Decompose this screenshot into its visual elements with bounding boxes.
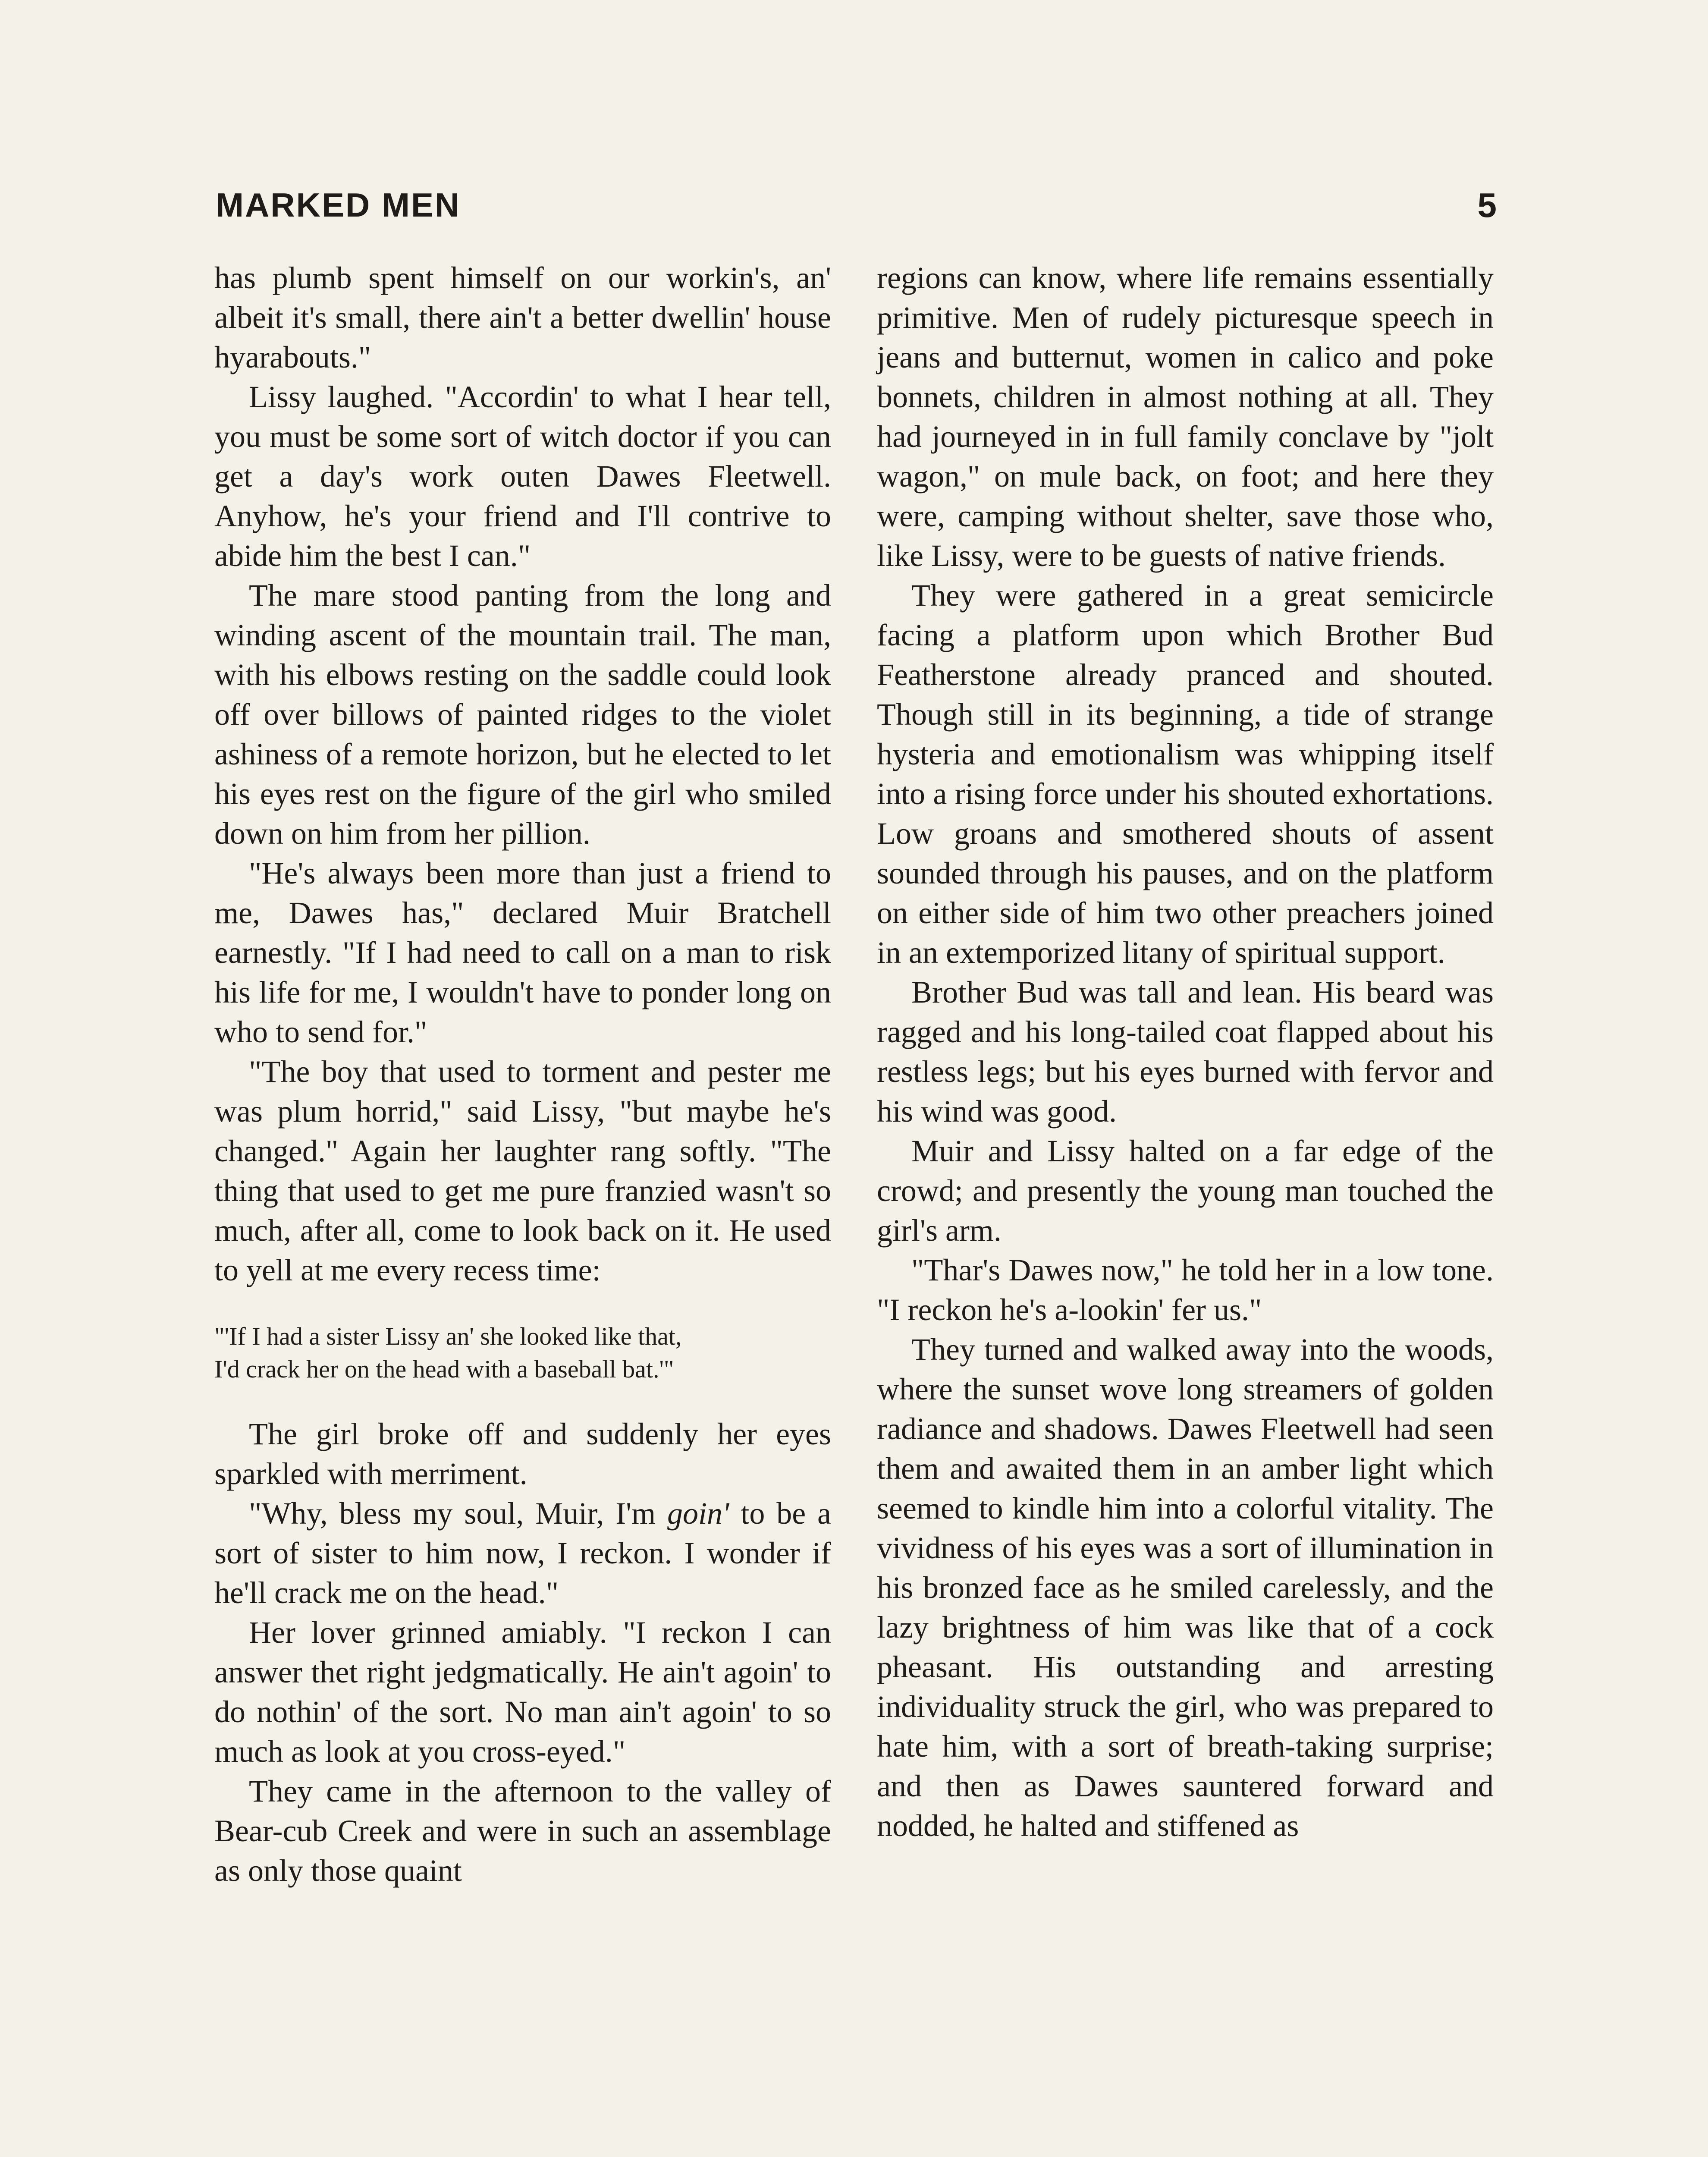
paragraph: "He's always been more than just a friend to me, Dawes has," declared Muir Bratchell earnestly. "If I had need to call on a man to risk his life for me, I wouldn't have to ponder long on who to send for." [214,856,831,1049]
paragraph: Muir and Lissy halted on a far edge of the crowd; and presently the young man touched the girl's arm. [877,1134,1494,1248]
paragraph: The mare stood panting from the long and winding ascent of the mountain trail. The man, with his elbows resting on the saddle could look off over billows of painted ridges to the violet ashiness of a remote horizon, but he elected to let his eyes rest on the figure of the girl who smiled down on him from her pillion. [214,578,831,851]
page-number: 5 [1477,186,1497,224]
page-header [216,186,1497,233]
verse-line: I'd crack her on the head with a baseball bat.'" [214,1355,674,1383]
paragraph: They were gathered in a great semicircle facing a platform upon which Brother Bud Featherstone already pranced and shouted. Though still in its beginning, a tide of strange hysteria and emotionalism was whipping itself into a rising force under his shouted exhortations. Low groans and smothered shouts of assent sounded through his pauses, and on the platform on either side of him two other preachers joined in an extemporized litany of spiritual support. [877,578,1494,970]
paragraph: Brother Bud was tall and lean. His beard was ragged and his long-tailed coat flapped about his restless legs; but his eyes burned with fervor and his wind was good. [877,975,1494,1129]
paragraph: The girl broke off and suddenly her eyes sparkled with merriment. [214,1417,831,1491]
paragraph: "The boy that used to torment and pester me was plum horrid," said Lissy, "but maybe he's changed." Again her laughter rang softly. "The thing that used to get me pure franzied wasn't so much, after all, come to look back on it. He used to yell at me every recess time: [214,1054,831,1287]
right-column [877,258,1494,1846]
verse-quote [214,1320,831,1386]
paragraph: regions can know, where life remains essentially primitive. Men of rudely picturesque speech in jeans and butternut, women in calico and poke bonnets, children in almost nothing at all. They had journeyed in in full family conclave by "jolt wagon," on mule back, on foot; and here they were, camping without shelter, save those who, like Lissy, were to be guests of native friends. [877,261,1494,573]
paragraph: "Thar's Dawes now," he told her in a low tone. "I reckon he's a-lookin' fer us." [877,1253,1494,1327]
paragraph [214,1494,831,1613]
italic-word: goin' [667,1496,729,1531]
paragraph: Lissy laughed. "Accordin' to what I hear tell, you must be some sort of witch doctor if you can get a day's work outen Dawes Fleetwell. Anyhow, he's your friend and I'll contrive to abide him the best I can." [214,380,831,573]
paragraph: has plumb spent himself on our workin's, an' albeit it's small, there ain't a better dwellin' house hyarabouts." [214,261,831,374]
paragraph-text: "Why, bless my soul, Muir, I'm [249,1496,668,1531]
paragraph: They came in the afternoon to the valley of Bear-cub Creek and were in such an assemblage as only those quaint [214,1774,831,1888]
paragraph-text: to be a sort of sister to him now, I reckon. I wonder if he'll crack me on the head." [214,1496,831,1610]
paragraph: They turned and walked away into the woods, where the sunset wove long streamers of golden radiance and shadows. Dawes Fleetwell had seen them and awaited them in an amber light which seemed to kindle him into a colorful vitality. The vividness of his eyes was a sort of illumination in his bronzed face as he smiled carelessly, and the lazy brightness of him was like that of a cock pheasant. His outstanding and arresting individuality struck the girl, who was prepared to hate him, with a sort of breath-taking surprise; and then as Dawes sauntered forward and nodded, he halted and stiffened as [877,1332,1494,1843]
running-title: MARKED MEN [216,186,461,224]
verse-line: "'If I had a sister Lissy an' she looked like that, [214,1322,682,1350]
left-column [214,258,831,1890]
paragraph: Her lover grinned amiably. "I reckon I can answer thet right jedgmatically. He ain't agoin' to do nothin' of the sort. No man ain't agoin' to so much as look at you cross-eyed." [214,1615,831,1769]
